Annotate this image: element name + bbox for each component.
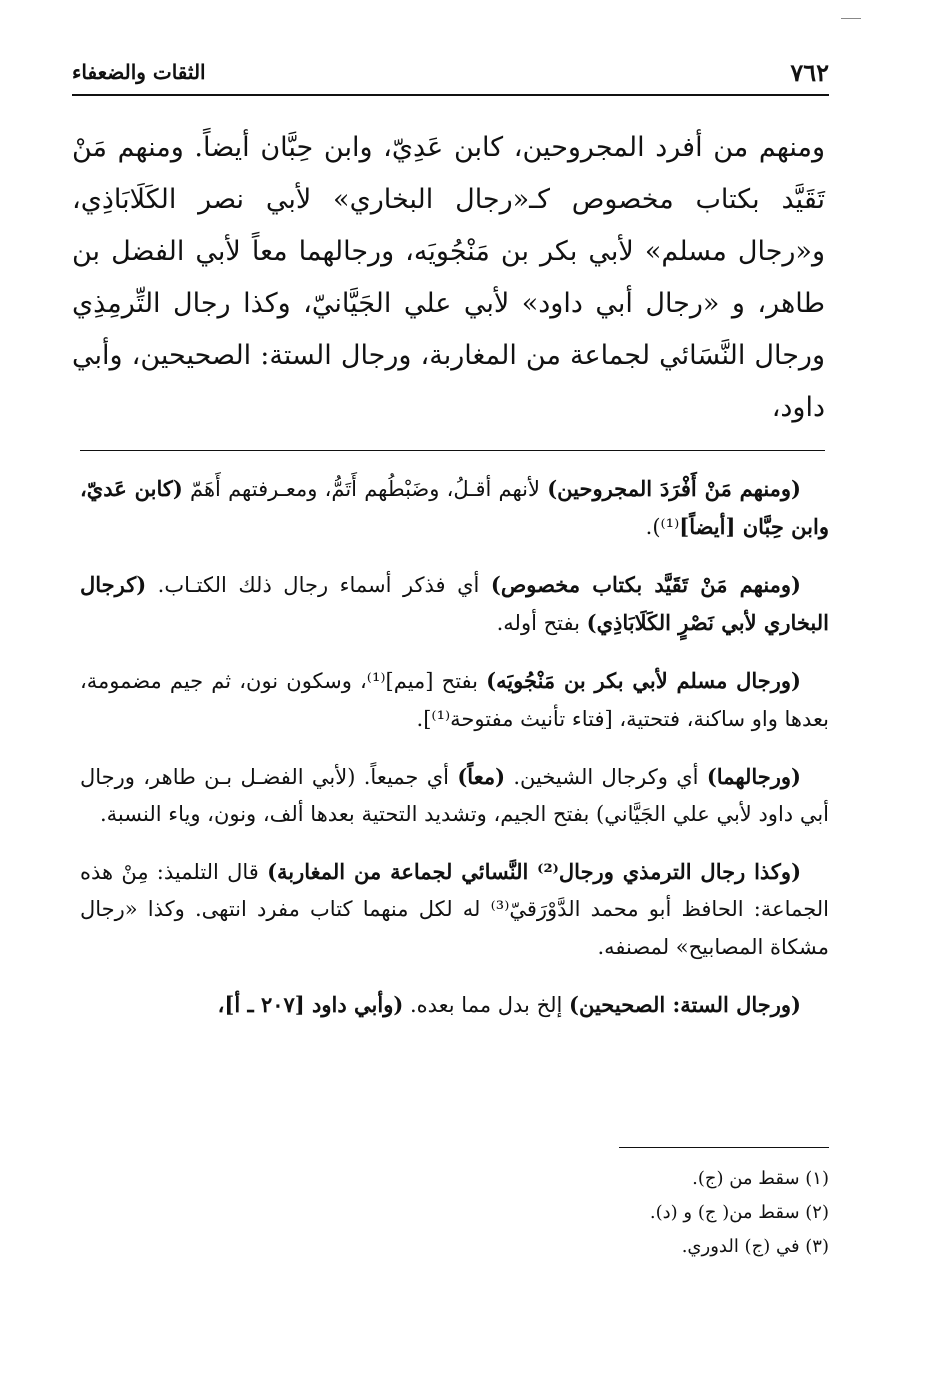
commentary-text: لأنهم أقـلُ، وضَبْطُهم أَتَمُّ، ومعـرفتهم أَهَمّ	[182, 477, 548, 501]
quoted-phrase: (معاً)	[457, 764, 506, 789]
footnote: (١) سقط من (ج).	[692, 1168, 829, 1189]
commentary-text: قال التلميذ: مِنْ هذه الجماعة: الحافظ أبو محمد الدَّوْرَقيّ⁽³⁾ له لكل منهما كتاب مفرد انتهى. وكذا «رجال مشكاة المصابيح» لمصنفه.	[80, 860, 829, 959]
commentary-paragraph	[80, 986, 829, 1024]
corner-mark	[841, 18, 861, 19]
quoted-phrase: (كابن عَديّ، وابن حِبَّان [أيضاً]	[80, 476, 829, 539]
commentary-text: أي وكرجال الشيخين.	[505, 765, 707, 789]
commentary-paragraph	[80, 662, 829, 738]
page-header	[72, 58, 829, 94]
quoted-phrase: (وأبي داود [٢٠٧ ـ أ]،	[217, 992, 404, 1017]
commentary-text: إلخ بدل مما بعده.	[403, 993, 570, 1017]
quoted-phrase: (ورجالهما)	[706, 764, 801, 789]
page-number: ٧٦٢	[790, 58, 829, 87]
footnote-rule	[619, 1147, 829, 1148]
quoted-phrase: (ورجال مسلم لأبي بكر بن مَنْجُويَه)	[486, 668, 801, 693]
main-text-paragraph: ومنهم من أفرد المجروحين، كابن عَدِيّ، وابن حِبَّان أيضاً. ومنهم مَنْ تَقَيَّد بكتاب مخصوص كـ«رجال البخاري» لأبي نصر الكَلَابَاذِي، و«رجال مسلم» لأبي بكر بن مَنْجُويَه، ورجالهما معاً لأبي الفضل بن طاهر، و «رجال أبي داود» لأبي علي الجَيَّانيّ، وكذا رجال التِّرمِذِي ورجال النَّسَائي لجماعة من المغاربة، ورجال الستة: الصحيحين، وأبي داود،	[72, 132, 825, 423]
section-divider	[80, 450, 825, 451]
commentary-text: بفتح أوله.	[496, 611, 587, 635]
quoted-phrase: (وكذا رجال الترمذي ورجال⁽²⁾ النَّسائي لجماعة من المغاربة)	[267, 859, 802, 884]
commentary-text: بفتح [ميم]⁽¹⁾، وسكون نون، ثم جيم مضمومة، بعدها واو ساكنة، فتحتية، [فتاء تأنيث مفتوحة⁽¹⁾].	[80, 669, 829, 731]
quoted-phrase: (ورجال الستة: الصحيحين)	[569, 992, 801, 1017]
commentary-paragraph	[80, 470, 829, 546]
commentary-paragraph	[80, 758, 829, 833]
commentary-text: أي فذكر أسماء رجال ذلك الكتـاب.	[146, 573, 491, 597]
quoted-phrase: (ومنهم مَنْ أَفْرَدَ المجروحين)	[547, 476, 801, 501]
quoted-phrase: (كرجال البخاري لأبي نَصْرٍ الكَلَابَاذِي)	[80, 572, 829, 635]
footnote: (٢) سقط من( ج) و (د).	[649, 1202, 829, 1223]
commentary-paragraph	[80, 566, 829, 642]
commentary	[80, 470, 829, 1044]
main-text	[72, 122, 825, 434]
commentary-paragraph	[80, 853, 829, 966]
footnotes	[300, 1162, 829, 1264]
footnote: (٣) في (ج) الدوري.	[681, 1236, 829, 1257]
commentary-text: أي جميعاً. (لأبي الفضـل بـن طاهر، ورجال أبي داود لأبي علي الجَيَّاني) بفتح الجيم، وتشديد التحتية بعدها ألف، ونون، وياء النسبة.	[80, 765, 829, 826]
commentary-text: ⁽¹⁾).	[645, 515, 680, 539]
header-rule	[72, 94, 829, 96]
quoted-phrase: (ومنهم مَنْ تَقَيَّد بكتاب مخصوص)	[490, 572, 801, 597]
running-title: الثقات والضعفاء	[72, 60, 206, 84]
